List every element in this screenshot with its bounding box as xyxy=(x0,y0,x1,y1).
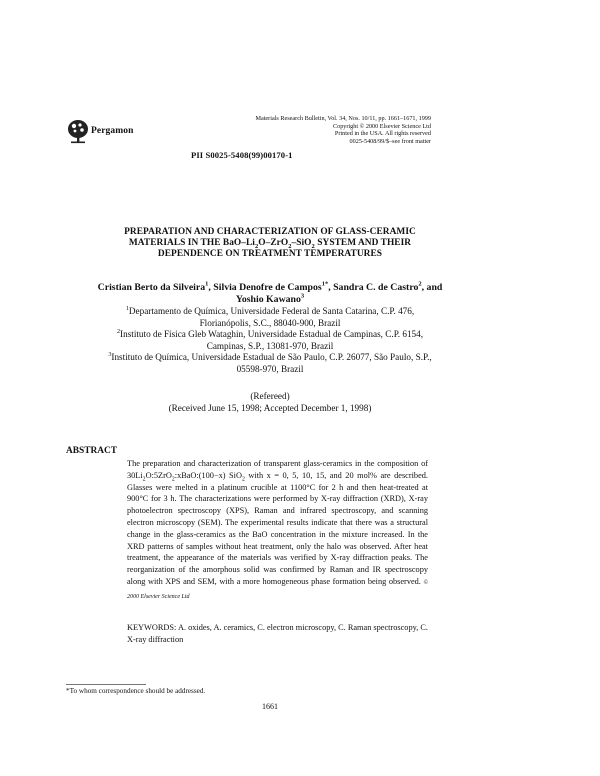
author-name: Sandra C. de Castro xyxy=(333,282,419,293)
affiliation: $^1$Departamento de Química, Universidade Federal de Santa Catarina, C.P. 476, Florianópolis, S.C., 88040-900, Brazil xyxy=(125,304,415,328)
pii: PII S0025-5408(99)00170-1 xyxy=(191,150,293,160)
author-name: Silvia Denofre de Campos xyxy=(213,282,322,293)
page-number: 1661 xyxy=(262,702,278,711)
journal-printed: Printed in the USA. All rights reserved xyxy=(334,130,431,138)
abstract-copyright: © 2000 Elsevier Science Ltd xyxy=(127,579,428,600)
journal-citation: Materials Research Bulletin, Vol. 34, Nos. 10/11, pp. 1661–1671, 1999 xyxy=(255,115,431,122)
publisher-name: Pergamon xyxy=(91,126,134,136)
refereed-note: (Refereed) xyxy=(250,391,290,401)
author-list: Cristian Berto da Silveira$^1$, Silvia Denofre de Campos$^{1*}$, Sandra C. de Castro$^2$, and Yoshio Kawano$^3$ xyxy=(97,280,443,305)
affiliation: $^3$Instituto de Química, Universidade Estadual de São Paulo, C.P. 26077, São Paulo, S.P., 05598-970, Brazil xyxy=(108,351,432,374)
paper-title xyxy=(80,227,460,260)
journal-issn: 0025-5408/99/$–see front matter xyxy=(349,137,431,145)
abstract-heading: ABSTRACT xyxy=(66,446,118,456)
author-name: Cristian Berto da Silveira xyxy=(97,282,206,293)
title-line-3: DEPENDENCE ON TREATMENT TEMPERATURES xyxy=(157,249,383,259)
keywords: KEYWORDS: A. oxides, A. ceramics, C. electron microscopy, C. Raman spectroscopy, C. X-ray diffraction xyxy=(127,623,428,644)
affiliation: $^2$Instituto de Física Gleb Wataghin, Universidade Estadual de Campinas, C.P. 6154, Campinas, S.P., 13081-970, Brazil xyxy=(116,328,424,351)
title-line-1: PREPARATION AND CHARACTERIZATION OF GLASS-CERAMIC xyxy=(124,227,416,237)
abstract-body: The preparation and characterization of transparent glass-ceramics in the composition of $30Li_2O:5ZrO_2:xBaO:(100-x)$ SiO$_2$ with x = 0, 5, 10, 15, and 20 mol% are described. Glasses were melted in a platinum crucible at 1100°C for 2 h and then heat-treated at 900°C for 3 h. The characterizations were performed by X-ray diffraction (XRD), X-ray photoelectron spectroscopy (XPS), Raman and infrared spectroscopy, and scanning electron microscopy (SEM). The experimental results indicate that there was a structural change in the glass-ceramics as the BaO concentration in the mixture increased. In the XRD patterns of samples without heat treatment, only the halo was observed. After heat treatment, the appearance of the materials was verified by X-ray diffraction peaks. The reorganization of the amorphous solid was confirmed by Raman and IR spectroscopy along with XPS and SEM, with a more homogeneous phase formation being observed. © 2000 Elsevier Science Ltd xyxy=(127,459,428,600)
received-dates: (Received June 15, 1998; Accepted December 1, 1998) xyxy=(168,403,372,413)
pergamon-tree-logo-icon xyxy=(66,118,90,144)
journal-info xyxy=(230,115,431,145)
author-name: Yoshio Kawano xyxy=(235,294,301,305)
journal-copyright: Copyright © 2000 Elsevier Science Ltd xyxy=(332,122,431,130)
footnote: *To whom correspondence should be addressed. xyxy=(66,687,206,695)
affiliations xyxy=(60,306,480,376)
title-line-2: MATERIALS IN THE BaO–$Li_2O-ZrO_2-SiO_2$ SYSTEM AND THEIR xyxy=(128,238,412,250)
footnote-divider xyxy=(66,684,146,685)
